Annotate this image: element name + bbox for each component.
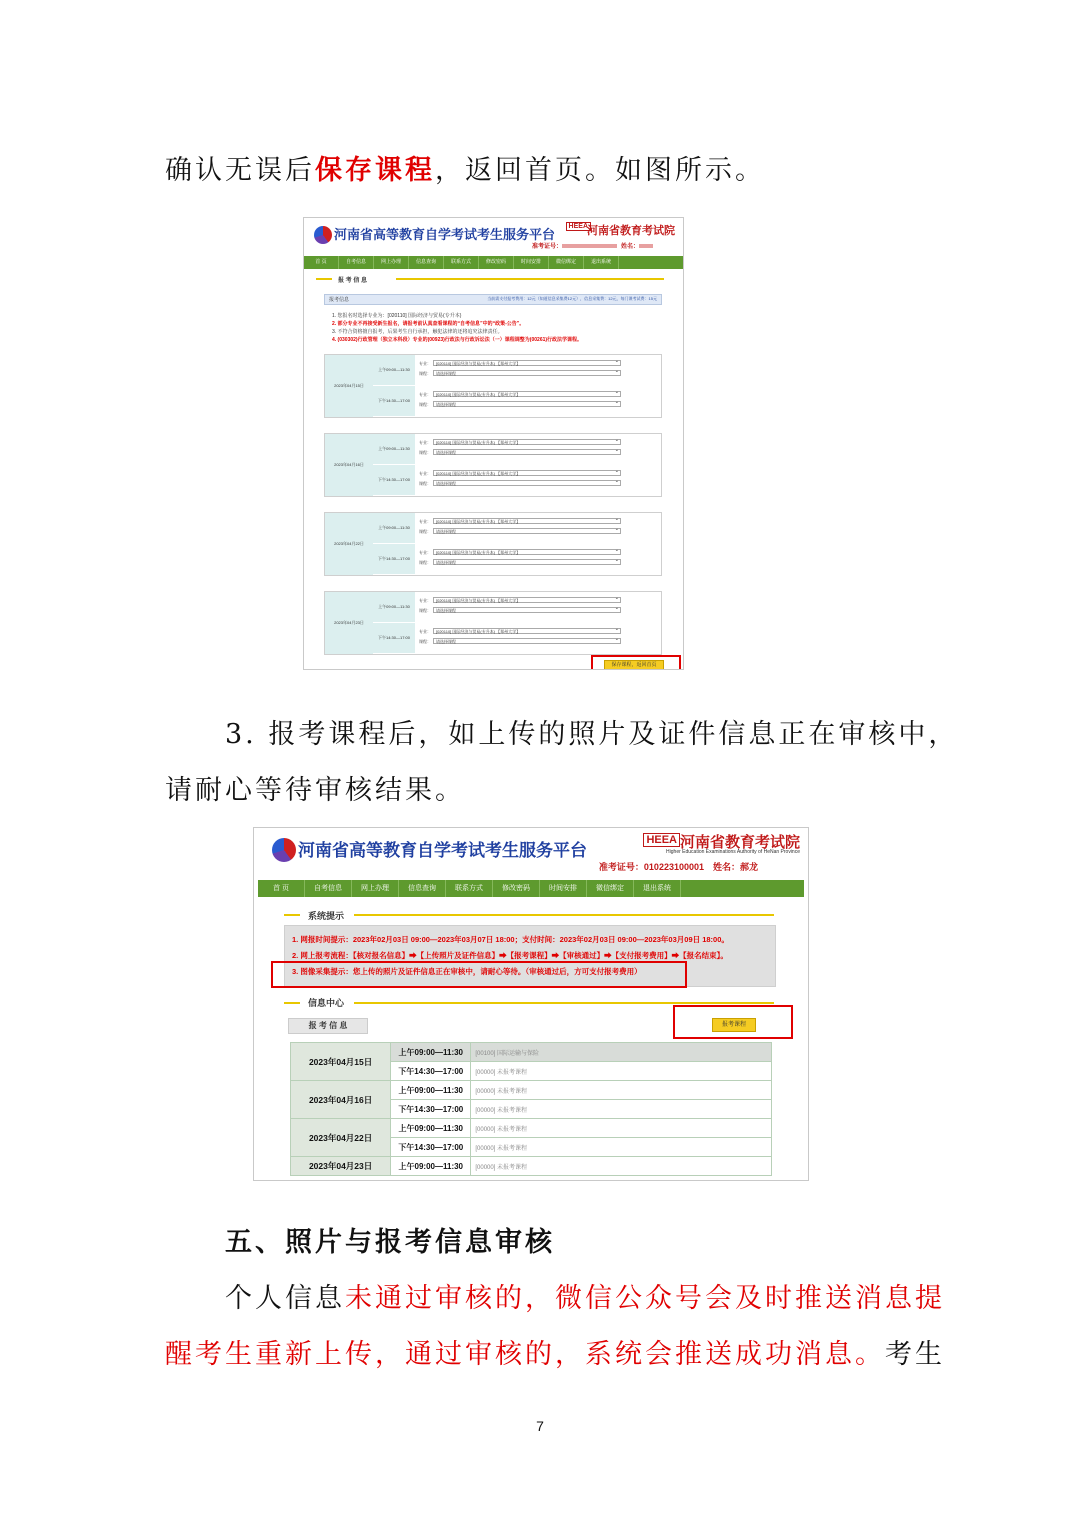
course-select-label: 课程： [419,560,431,565]
nav-contact[interactable]: 联系方式 [444,256,479,269]
candidate-id-line [532,241,653,250]
redacted-name [639,244,653,248]
table-row [291,1081,772,1100]
tip-1: 1. 网报时间提示：2023年02月03日 09:00—2023年03月07日 18:00；支付时间：2023年02月03日 09:00—2023年03月09日 18:00。 [292,935,729,944]
exam-date: 2023年04月22日 [291,1119,391,1157]
text: 确认无误后 [165,155,315,186]
platform-logo-icon [272,838,296,862]
date-block [324,591,662,655]
nav-exam-info[interactable]: 自考信息 [305,880,352,897]
course-select[interactable]: 请选择课程 ⌄ [433,528,621,534]
nav-wechat[interactable]: 微信绑定 [549,256,584,269]
id-label: 准考证号： [531,244,562,250]
exam-date: 2023年04月16日 [325,434,373,496]
nav-query[interactable]: 信息查询 [409,256,444,269]
exam-schedule-table [290,1042,772,1176]
major-select[interactable]: [020110] 国际经济与贸易(专升本) 【郑州大学】 ⌄ [433,391,621,397]
course-pm: [00000] 未报考课程 [471,1138,772,1157]
course-select-label: 课程： [419,450,431,455]
authority-logo-icon: HEEA [566,222,591,231]
text-red: 醒考生重新上传，通过审核的，系统会推送成功消息。 [165,1339,885,1370]
fee-summary: 当前需支付报考费用：12元（知道信息采集费12元），信息采集费：12元，每门课考试费：15元 [487,296,657,301]
slot-pm: 下午14:30—17:00 [373,386,415,416]
slot-pm: 下午14:30—17:00 [391,1100,471,1119]
table-row [291,1157,772,1176]
screenshot-course-selection [303,217,684,670]
tab-label: 报 考 信 息 [308,1021,348,1030]
slot-pm: 下午14:30—17:00 [391,1138,471,1157]
date-block [324,512,662,576]
main-nav [304,256,683,269]
course-select[interactable]: 请选择课程 ⌄ [433,638,621,644]
section-heading: 五、照片与报考信息审核 [225,1227,555,1258]
exam-date: 2023年04月23日 [325,592,373,654]
nav-logout[interactable]: 退出系统 [584,256,619,269]
nav-query[interactable]: 信息查询 [399,880,446,897]
save-course-button[interactable]: 保存课程，返回首页 [604,660,664,670]
slot-am: 上午09:00—11:30 [391,1119,471,1138]
slot-pm: 下午14:30—17:00 [373,623,415,653]
course-select[interactable]: 请选择课程 ⌄ [433,559,621,565]
site-header [254,828,808,880]
course-am: [00000] 未报考课程 [471,1119,772,1138]
apply-course-button[interactable]: 报考课程 [712,1018,756,1032]
major-select-label: 专业： [419,629,431,634]
tip-2: 2. 网上报考流程：【核对报名信息】➡【上传照片及证件信息】➡【报考课程】➡【审核通过】➡【支付报考费用】➡【报名结束】。 [292,951,728,960]
course-pm: [00000] 未报考课程 [471,1062,772,1081]
major-select-label: 专业： [419,550,431,555]
nav-online[interactable]: 网上办理 [352,880,399,897]
nav-schedule[interactable]: 时间安排 [514,256,549,269]
paragraph-review-info-2 [165,1332,945,1371]
text-red: 未通过审核的，微信公众号会及时推送消息提 [345,1283,945,1314]
nav-password[interactable]: 修改密码 [493,880,540,897]
slot-am: 上午09:00—11:30 [391,1043,471,1062]
note-1: 1. 您报名时选择专业为：[020110] 国际经济与贸易(专升本) [332,313,462,319]
nav-exam-info[interactable]: 自考信息 [339,256,374,269]
note-3: 3. 不符合资格擅自报考，后果考生自行承担，触犯法律的还将追究法律责任。 [332,329,503,335]
divider [354,914,774,916]
authority-name: 河南省教育考试院 [679,834,800,851]
course-select-label: 课程： [419,371,431,376]
major-select[interactable]: [020110] 国际经济与贸易(专升本) 【郑州大学】 ⌄ [433,597,621,603]
nav-home[interactable]: 首 页 [304,256,339,269]
exam-date: 2023年04月23日 [291,1157,391,1176]
course-select-label: 课程： [419,608,431,613]
site-header [304,218,683,256]
text: 考生 [885,1339,945,1370]
major-select[interactable]: [020110] 国际经济与贸易(专升本) 【郑州大学】 ⌄ [433,628,621,634]
slot-pm: 下午14:30—17:00 [373,465,415,495]
course-select[interactable]: 请选择课程 ⌄ [433,370,621,376]
redacted-id [562,244,617,248]
slot-am: 上午09:00—11:30 [391,1081,471,1100]
name-label: 姓名： [620,244,639,250]
page-number: 7 [536,1418,544,1434]
candidate-id-line: 准考证号：010223100001 姓名：郝龙 [598,862,758,872]
platform-logo-icon [314,226,332,244]
major-select-label: 专业： [419,440,431,445]
major-select-label: 专业： [419,598,431,603]
highlight-save-course: 保存课程 [315,155,435,186]
exam-date: 2023年04月22日 [325,513,373,575]
table-row [291,1119,772,1138]
major-select-label: 专业： [419,361,431,366]
text: 个人信息 [225,1283,345,1314]
course-select[interactable]: 请选择课程 ⌄ [433,401,621,407]
screenshot-review-status [253,827,809,1181]
major-select-label: 专业： [419,519,431,524]
slot-am: 上午09:00—11:30 [373,434,415,464]
highlight-frame [591,655,681,670]
major-select[interactable]: [020110] 国际经济与贸易(专升本) 【郑州大学】 ⌄ [433,439,621,445]
slot-am: 上午09:00—11:30 [391,1157,471,1176]
note-4: 4. (030302)行政管理（独立本科段）专业的(00923)行政法与行政诉讼法（一）课程调整为(00261)行政法学课程。 [332,337,583,343]
paragraph-review-2: 请耐心等待审核结果。 [165,775,465,806]
authority-name: 河南省教育考试院 [587,225,675,237]
major-select-label: 专业： [419,392,431,397]
site-title: 河南省高等教育自学考试考生服务平台 [298,841,587,860]
paragraph-review-1: 3. 报考课程后，如上传的照片及证件信息正在审核中， [225,719,959,750]
course-select-label: 课程： [419,529,431,534]
course-pm: [00000] 未报考课程 [471,1100,772,1119]
major-select-label: 专业： [419,471,431,476]
course-select-label: 课程： [419,639,431,644]
exam-date: 2023年04月15日 [325,355,373,417]
tab-exam-info[interactable] [288,1018,368,1034]
divider [316,278,332,280]
site-title: 河南省高等教育自学考试考生服务平台 [334,227,556,242]
nav-schedule[interactable]: 时间安排 [540,880,587,897]
slot-pm: 下午14:30—17:00 [391,1062,471,1081]
course-am: [00000] 未报考课程 [471,1081,772,1100]
slot-pm: 下午14:30—17:00 [373,544,415,574]
text: ，返回首页。如图所示。 [435,155,765,186]
date-block [324,354,662,418]
major-select[interactable]: [020110] 国际经济与贸易(专升本) 【郑州大学】 ⌄ [433,518,621,524]
nav-logout[interactable]: 退出系统 [634,880,681,897]
info-label: 报考信息 [329,297,350,303]
authority-logo-icon: HEEA [643,833,680,847]
course-am: [00000] 未报考课程 [471,1157,772,1176]
nav-home[interactable]: 首 页 [258,880,305,897]
nav-wechat[interactable]: 微信绑定 [587,880,634,897]
highlight-frame [271,961,687,988]
exam-date: 2023年04月16日 [291,1081,391,1119]
section-title-tips: 系统提示 [308,911,345,921]
date-block [324,433,662,497]
section-title-info: 信息中心 [308,998,345,1008]
course-select[interactable]: 请选择课程 ⌄ [433,480,621,486]
nav-contact[interactable]: 联系方式 [446,880,493,897]
note-2: 2. 部分专业不再接受新生报名，请报考前认真查看课程的“自考信息”中的“政策-公告”。 [332,321,525,327]
major-select[interactable]: [020110] 国际经济与贸易(专升本) 【郑州大学】 ⌄ [433,470,621,476]
exam-date: 2023年04月15日 [291,1043,391,1081]
major-select[interactable]: [020110] 国际经济与贸易(专升本) 【郑州大学】 ⌄ [433,549,621,555]
course-select-label: 课程： [419,402,431,407]
paragraph-review-info-1 [225,1276,945,1315]
divider [284,914,300,916]
slot-am: 上午09:00—11:30 [373,592,415,622]
slot-am: 上午09:00—11:30 [373,355,415,385]
table-row [291,1043,772,1062]
slot-am: 上午09:00—11:30 [373,513,415,543]
tip-3: 3. 图像采集提示：您上传的照片及证件信息正在审核中，请耐心等待。（审核通过后，方可支付报考费用） [292,967,642,976]
course-am: [00100] 国际运输与保险 [471,1043,772,1062]
info-bar [324,294,662,305]
divider [396,278,664,280]
divider [284,1002,300,1004]
nav-online[interactable]: 网上办理 [374,256,409,269]
paragraph-save-course [165,148,765,187]
course-select[interactable]: 请选择课程 ⌄ [433,449,621,455]
course-select[interactable]: 请选择课程 ⌄ [433,607,621,613]
major-select[interactable]: [020110] 国际经济与贸易(专升本) 【郑州大学】 ⌄ [433,360,621,366]
authority-subtitle: Higher Education Examinations Authority of HeNan Province [666,849,800,855]
course-select-label: 课程： [419,481,431,486]
divider [354,1002,774,1004]
highlight-frame [673,1005,793,1039]
nav-password[interactable]: 修改密码 [479,256,514,269]
section-title: 报 考 信 息 [338,278,368,284]
main-nav [258,880,804,897]
